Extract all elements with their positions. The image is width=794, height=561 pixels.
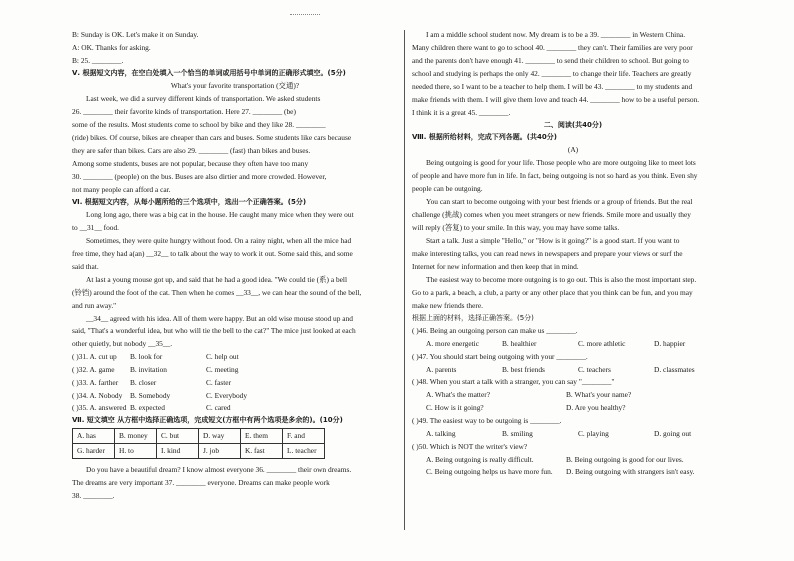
option-b[interactable]: B. What's your name? [566,390,632,400]
passage-line: Last week, we did a survey different kinds of transportation. We asked students [86,94,321,104]
option-b[interactable]: B. expected [130,403,165,413]
option-c[interactable]: C. cared [206,403,231,413]
option-a[interactable]: ( )31. A. cut up [72,352,117,362]
word-box-cell: E. them [241,429,283,444]
passage-line: and the parents don't have enough 41. ________ to send their children to school. But going to [412,55,689,65]
reading-line: Internet for new information and then keep that in mind. [412,261,579,271]
passage-line: Among some students, buses are not popular, because they often have too many [72,158,309,168]
option-c[interactable]: C. more athletic [578,338,626,348]
option-c[interactable]: C. How is it going? [426,403,484,413]
passage-line: __34__ agreed with his idea. All of them were happy. But an old wise mouse stood up and [86,313,353,323]
passage-line: they are safer than bikes. Cars are also 29. ________ (fast) than bikes and buses. [72,145,311,155]
reading-line: Start a talk. Just a simple "Hello," or "How is it going?" is a good start. If you want to [426,235,680,245]
word-box-cell: A. has [73,429,115,444]
option-a[interactable]: A. parents [426,364,457,374]
section-7-title: Ⅶ. 短文填空 从方框中选择正确选项，完成短文(方框中有两个选项是多余的)。(10分) [72,416,343,425]
word-box [72,428,325,459]
passage-line: The dreams are very important 37. ________ everyone. Dreams can make people work [72,477,330,487]
option-b[interactable]: B. Being outgoing is good for our lives. [566,454,684,464]
option-a[interactable]: ( )35. A. answered [72,403,127,413]
option-d[interactable]: D. happier [654,338,686,348]
option-c[interactable]: C. meeting [206,365,239,375]
passage-line: not many people can afford a car. [72,184,171,194]
passage-line: school and studying is perhaps the only 42. ________ to change their life. Teachers are greatly [412,68,692,78]
passage-line: to __31__ food. [72,222,120,232]
reading-line: make new friends there. [412,300,484,310]
option-row [72,378,398,388]
word-box-cell: H. to [115,444,157,459]
word-box-cell: C. but [157,429,199,444]
right-column [412,30,734,480]
option-b[interactable]: B. invitation [130,365,167,375]
option-row [412,403,734,413]
section-5-subtitle: What's your favorite transportation (交通)? [170,81,300,91]
passage-line: Many children there want to go to school 40. ________ they can't. Their families are very poor [412,42,693,52]
passage-line: some of the results. Most students come to school by bike and they like 28. ________ [72,119,326,129]
question-48: ( )48. When you start a talk with a stranger, you can say "________" [412,377,615,387]
passage-line: free time, they had a(an) __32__ to talk about the way to work it out. Some said this, and some [72,248,353,258]
passage-line: 26. ________ their favorite kinds of transportation. Here 27. ________ (be) [72,107,296,116]
option-row [412,365,734,375]
passage-line: I am a middle school student now. My dream is to be a 39. ________ in Western China. [426,30,686,39]
passage-line: and run away." [72,300,117,310]
option-d[interactable]: D. going out [654,428,692,438]
column-divider [404,30,405,530]
option-d[interactable]: D. Being outgoing with strangers isn't easy. [566,467,695,477]
passage-line: needed there, so I want to be a teacher to help them. I will be 43. ________ to my students and [412,81,693,91]
option-row [412,429,734,439]
reading-line: You can start to become outgoing with your best friends or a group of friends. But the real [426,196,693,206]
passage-line: 30. ________ (people) on the bus. Buses are also dirtier and more crowded. However, [72,171,327,181]
reading-line: The easiest way to become more outgoing is to go out. This is also the most important step. [426,274,697,284]
option-a[interactable]: A. talking [426,428,456,438]
option-c[interactable]: C. teachers [578,364,611,374]
left-column [72,30,398,504]
reading-line: make interesting talks, you can read news in newspapers and prepare your views or surf the [412,248,683,258]
option-d[interactable]: D. classmates [654,364,695,374]
passage-label: (A) [567,145,579,155]
question-47: ( )47. You should start being outgoing with your ________. [412,351,588,361]
passage-line: make friends with them. I will give them love and teach 44. ________ how to be a useful person. [412,94,700,104]
dialogue-line: B: 25. ________. [72,55,124,65]
option-c[interactable]: C. Everybody [206,390,248,400]
option-b[interactable]: B. look for [130,352,163,362]
reading-line: will reply (答复) to your smile. In this way, you may have some talks. [412,222,620,232]
option-row [72,391,398,401]
option-b[interactable]: B. closer [130,377,157,387]
passage-line: Sometimes, they were quite hungry without food. On a rainy night, when all the mice had [86,235,352,245]
reading-line: Go to a park, a beach, a club, a party or any other place that you think can be fun, and you may [412,287,693,297]
option-row [412,339,734,349]
word-box-cell: B. money [115,429,157,444]
option-b[interactable]: B. healthier [502,338,537,348]
option-a[interactable]: A. more energetic [426,338,480,348]
passage-line: Long long ago, there was a big cat in the house. He caught many mice when they were out [86,209,354,219]
section-5-title: Ⅴ. 根据短文内容，在空白处填入一个恰当的单词或用括号中单词的正确形式填空。(5分) [72,68,346,77]
option-row [72,403,398,413]
questions-title: 根据上面的材料，选择正确答案。(5分) [412,313,534,322]
option-b[interactable]: B. best friends [502,364,545,374]
option-b[interactable]: B. Somebody [130,390,171,400]
option-row [412,455,734,465]
question-50: ( )50. Which is NOT the writer's view? [412,441,528,451]
dialogue-line: B: Sunday is OK. Let's make it on Sunday. [72,30,199,39]
question-46: ( )46. Being an outgoing person can make us ________. [412,325,578,335]
passage-line: (ride) bikes. Of course, bikes are cheaper than cars and buses. Some students like cars because [72,132,352,142]
option-row [412,467,734,477]
passage-line: (铃铛) around the foot of the cat. Then when he comes __33__, we can hear the sound of the bell, [72,287,362,297]
passage-line: I think it is a great 45. ________. [412,107,511,117]
word-box-cell: D. way [199,429,241,444]
option-c[interactable]: C. help out [206,352,239,362]
word-box-cell: L. teacher [283,444,325,459]
word-box-cell: G. harder [73,444,115,459]
passage-line: said that. [72,261,99,271]
option-d[interactable]: D. Are you healthy? [566,403,626,413]
reading-line: challenge (挑战) comes when you meet strangers or new friends. Smile more and usually they [412,209,691,219]
option-a[interactable]: A. Being outgoing is really difficult. [426,454,534,464]
word-box-cell: F. and [283,429,325,444]
reading-line: Being outgoing is good for your life. Those people who are more outgoing like to meet lots [426,158,696,168]
option-a[interactable]: ( )32. A. game [72,365,115,375]
word-box-cell: J. job [199,444,241,459]
option-c[interactable]: C. faster [206,377,232,387]
option-c[interactable]: C. playing [578,428,609,438]
option-row [72,352,398,362]
section-8-title: Ⅷ. 根据所给材料，完成下列各题。(共40分) [412,132,557,141]
word-box-cell: K. fast [241,444,283,459]
dialogue-line: A: OK. Thanks for asking. [72,42,151,52]
option-row [412,390,734,400]
top-mark [290,14,320,16]
option-a[interactable]: ( )33. A. farther [72,377,119,387]
option-b[interactable]: B. smiling [502,428,533,438]
passage-line: Do you have a beautiful dream? I know almost everyone 36. ________ their own dreams. [86,464,352,474]
option-c[interactable]: C. Being outgoing helps us have more fun. [426,467,553,477]
question-49: ( )49. The easiest way to be outgoing is ________. [412,415,562,425]
reading-line: of people and have more fun in life. In fact, being outgoing is not so hard as you think. Even shy [412,171,698,181]
option-a[interactable]: A. What's the matter? [426,390,490,400]
word-box-cell: I. kind [157,444,199,459]
option-a[interactable]: ( )34. A. Nobody [72,390,123,400]
passage-line: 38. ________. [72,490,115,500]
option-row [72,365,398,375]
part-2-title: 二、阅读(共40分) [543,120,603,129]
passage-line: other quietly, but nobody __35__. [72,339,173,349]
section-6-title: Ⅵ. 根据短文内容，从每小题所给的三个选项中，选出一个正确答案。(5分) [72,197,307,206]
passage-line: At last a young mouse got up, and said that he had a good idea. "We could tie (系) a bell [86,274,348,284]
reading-line: people can be outgoing. [412,184,483,193]
passage-line: said, "That's a wonderful idea, but who will tie the bell to the cat?" The mice just looked at each [72,326,356,336]
